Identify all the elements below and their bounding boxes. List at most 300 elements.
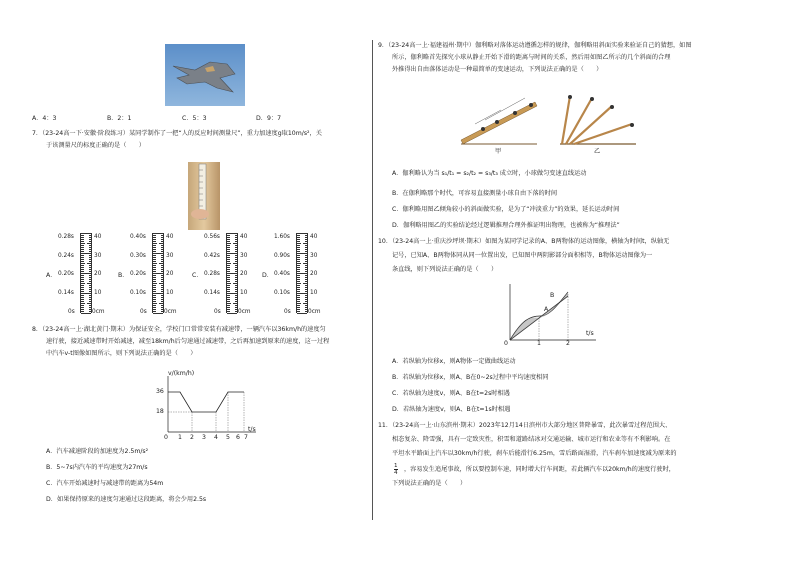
q7-option-b-scale[interactable]: 0.40s 0.30s 0.20s 0.10s 0s 40 30 20 10 0cm xyxy=(130,234,177,315)
ruler-tick xyxy=(81,291,84,292)
ruler-tick xyxy=(161,279,164,280)
ruler-tick xyxy=(153,297,156,298)
ruler-tick xyxy=(302,313,307,314)
q7-option-a-scale[interactable]: 0.28s 0.24s 0.20s 0.14s 0s 40 30 20 10 0cm xyxy=(58,234,105,315)
q7-option-c-scale[interactable]: 0.56s 0.42s 0.28s 0.14s 0s 40 30 20 10 0cm xyxy=(204,234,251,315)
ruler-tick xyxy=(227,245,230,246)
q8-xtick: 0 xyxy=(164,434,168,441)
ruler-tick xyxy=(153,269,156,270)
q6-option-d[interactable]: D．9：7 xyxy=(256,115,282,122)
ruler-tick xyxy=(161,287,164,288)
ruler-tick xyxy=(81,243,85,244)
ruler-tick xyxy=(89,275,92,276)
ruler-tick xyxy=(81,235,84,236)
ruler-tick xyxy=(81,283,85,284)
q8-xtick: 6 xyxy=(236,434,240,441)
ruler-tick xyxy=(227,259,230,260)
q6-option-a[interactable]: A．4：3 xyxy=(32,115,57,122)
ruler-tick xyxy=(235,275,238,276)
q8-vt-graph xyxy=(148,372,260,444)
q8-xtick: 4 xyxy=(214,434,218,441)
ruler-tick xyxy=(227,239,230,240)
ruler-tick xyxy=(161,267,164,268)
q11-stem-line5: 下列说法正确的是（ ） xyxy=(392,480,467,487)
ruler-tick xyxy=(297,311,300,312)
ruler-tick xyxy=(297,275,300,276)
ruler-tick xyxy=(159,283,163,284)
ruler-tick xyxy=(86,313,91,314)
ruler-tick xyxy=(153,295,156,296)
ruler-tick xyxy=(89,277,92,278)
ruler-tick xyxy=(81,301,84,302)
ruler-tick xyxy=(305,309,308,310)
ruler-tick xyxy=(305,305,308,306)
ruler-tick xyxy=(305,291,308,292)
ruler-tick xyxy=(227,241,230,242)
ruler-tick xyxy=(81,259,84,260)
ruler-tick xyxy=(161,269,164,270)
ruler-tick xyxy=(81,285,84,286)
ruler-tick xyxy=(81,281,84,282)
ruler-tick xyxy=(297,255,300,256)
ruler-tick xyxy=(297,267,300,268)
ruler-tick xyxy=(227,283,231,284)
ruler-tick xyxy=(235,291,238,292)
ruler-tick xyxy=(305,251,308,252)
ruler-tick xyxy=(227,297,230,298)
ruler-tick xyxy=(297,295,300,296)
ruler-tick xyxy=(305,259,308,260)
curve-label-a: A xyxy=(544,306,549,313)
ruler-tick xyxy=(235,297,238,298)
ruler-tick xyxy=(297,257,300,258)
ruler-tick xyxy=(227,251,230,252)
ruler-tick xyxy=(305,249,308,250)
fig-label-yi: 乙 xyxy=(594,148,601,155)
q9-stem-line3: 外推得出自由落体运动是一种最简单的变速运动，下列说法正确的是（ ） xyxy=(392,66,603,73)
ruler-tick xyxy=(303,283,307,284)
ruler-tick xyxy=(297,291,300,292)
ruler-tick xyxy=(305,295,308,296)
ruler-tick xyxy=(153,309,156,310)
ruler-tick xyxy=(235,295,238,296)
ruler-tick xyxy=(161,247,164,248)
ruler-tick xyxy=(89,301,92,302)
ruler-tick xyxy=(305,307,308,308)
q8-option-b[interactable]: B．5~7s内汽车的平均速度为27m/s xyxy=(46,464,148,471)
ruler-tick xyxy=(81,307,84,308)
ruler-tick xyxy=(297,287,300,288)
ruler-tick xyxy=(89,279,92,280)
ruler-tick xyxy=(89,305,92,306)
q8-xlabel: t/s xyxy=(248,426,256,433)
ruler-tick xyxy=(161,257,164,258)
ruler-tick xyxy=(89,261,92,262)
ruler-tick xyxy=(153,241,156,242)
ruler-tick xyxy=(305,287,308,288)
ruler-tick xyxy=(81,289,84,290)
ruler-tick xyxy=(161,275,164,276)
curve-label-b: B xyxy=(550,292,555,299)
q9-option-a[interactable]: A．伽利略认为当 s₁/t₁ = s₂/t₂ = s₃/t₃ 成立时，小球做匀变速直线运动 xyxy=(392,170,587,177)
ruler-tick xyxy=(297,289,300,290)
ruler-tick xyxy=(81,311,84,312)
ruler-tick xyxy=(158,233,163,234)
ruler-tick xyxy=(227,285,230,286)
ruler-tick xyxy=(87,263,91,264)
ruler-tick xyxy=(305,275,308,276)
ruler-tick xyxy=(235,311,238,312)
ruler-tick xyxy=(227,299,230,300)
ruler-tick xyxy=(153,283,157,284)
q10-option-b[interactable]: B．若纵轴为位移x，则A、B在0~2s过程中平均速度相同 xyxy=(392,374,549,381)
ruler-tick xyxy=(227,279,230,280)
q11-stem-line1: 11．（23-24高一上·山东滨州·期末）2023年12月14日滨州市大部分地区普降暴雪，此次暴雪过程范围大、 xyxy=(378,422,672,429)
ruler-tick xyxy=(235,247,238,248)
ruler-tick xyxy=(235,241,238,242)
ruler-tick xyxy=(305,297,308,298)
ruler-tick xyxy=(153,261,156,262)
ruler-tick xyxy=(153,291,156,292)
ruler-tick xyxy=(305,261,308,262)
ruler-tick xyxy=(227,295,230,296)
ruler-tick xyxy=(161,245,164,246)
q10-option-a[interactable]: A．若纵轴为位移x，则A物体一定做曲线运动 xyxy=(392,358,516,365)
ruler-tick xyxy=(227,307,230,308)
ruler-tick xyxy=(297,243,301,244)
ruler-tick xyxy=(159,263,163,264)
ruler-tick xyxy=(302,293,307,294)
ruler-tick xyxy=(297,309,300,310)
ruler-tick xyxy=(89,255,92,256)
q9-option-b[interactable]: B．在伽利略那个时代，可容易直接测量小球自由下落的时间 xyxy=(392,190,558,197)
q6-option-c[interactable]: C．5：3 xyxy=(182,115,207,122)
ruler-tick xyxy=(297,245,300,246)
ruler-tick xyxy=(227,247,230,248)
ruler-tick xyxy=(297,247,300,248)
ruler-tick xyxy=(81,277,84,278)
fighter-jet-image xyxy=(165,44,245,106)
ruler-tick xyxy=(235,299,238,300)
ruler-tick xyxy=(297,281,300,282)
incline-figure-yi xyxy=(556,88,640,158)
ruler-tick xyxy=(161,249,164,250)
ruler-tick xyxy=(227,243,231,244)
ruler-tick xyxy=(227,271,230,272)
q7-option-c-label[interactable]: C． xyxy=(192,272,203,279)
ruler-tick xyxy=(81,261,84,262)
ruler-tick xyxy=(297,259,300,260)
ruler-tick xyxy=(89,267,92,268)
ruler-tick xyxy=(297,251,300,252)
ruler-tick xyxy=(227,255,230,256)
ruler-tick xyxy=(81,255,84,256)
ruler-tick xyxy=(161,281,164,282)
ruler-tick xyxy=(305,271,308,272)
ruler-tick xyxy=(81,295,84,296)
ruler-tick xyxy=(81,275,84,276)
ruler-tick xyxy=(297,299,300,300)
ruler-tick xyxy=(89,271,92,272)
ruler-tick xyxy=(161,235,164,236)
ruler-tick xyxy=(89,295,92,296)
ruler-tick xyxy=(161,271,164,272)
ruler-tick xyxy=(81,247,84,248)
ruler-tick xyxy=(161,265,164,266)
ruler-tick xyxy=(89,239,92,240)
ruler-tick xyxy=(153,247,156,248)
q7-option-d-scale[interactable]: 1.60s 0.90s 0.40s 0.10s 0s 40 30 20 10 0cm xyxy=(274,234,321,315)
ruler-tick xyxy=(235,261,238,262)
ruler-tick xyxy=(161,237,164,238)
ruler-tick xyxy=(297,261,300,262)
ruler-tick xyxy=(153,259,156,260)
q10-motion-graph xyxy=(500,282,600,350)
ruler-tick xyxy=(235,257,238,258)
q9-option-c[interactable]: C．伽利略用图乙倾角较小的斜面做实验，是为了“冲淡重力”的效果，延长运动时间 xyxy=(392,206,620,213)
ruler-tick xyxy=(89,311,92,312)
ruler-tick xyxy=(81,251,84,252)
ruler-tick xyxy=(235,281,238,282)
ruler-tick xyxy=(153,255,156,256)
ruler-tick xyxy=(89,281,92,282)
ruler-tick xyxy=(153,281,156,282)
ruler-tick xyxy=(153,239,156,240)
fig-label-jia: 甲 xyxy=(495,148,502,155)
q8-option-c[interactable]: C．汽车开始减速时与减速带的距离为54m xyxy=(46,480,164,487)
ruler-tick xyxy=(235,307,238,308)
ruler-tick xyxy=(305,281,308,282)
ruler-tick xyxy=(161,251,164,252)
ruler-tick xyxy=(302,273,307,274)
ruler-tick xyxy=(305,257,308,258)
ruler-tick xyxy=(297,307,300,308)
ruler-tick xyxy=(305,237,308,238)
q8-xtick: 3 xyxy=(202,434,206,441)
q7-stem-line2: 于该测量尺的标度正确的是（ ） xyxy=(46,142,145,149)
ruler-tick xyxy=(89,259,92,260)
ruler-tick xyxy=(227,263,231,264)
ruler-tick xyxy=(297,241,300,242)
ruler-tick xyxy=(89,285,92,286)
ruler-tick xyxy=(81,305,84,306)
ruler-tick xyxy=(297,285,300,286)
q7-option-b-label[interactable]: B． xyxy=(118,272,129,279)
ruler-tick xyxy=(297,283,301,284)
q10-xtick-0: 0 xyxy=(504,340,508,347)
ruler-tick xyxy=(227,277,230,278)
ruler-tick xyxy=(161,241,164,242)
ruler-tick xyxy=(87,243,91,244)
ruler-tick xyxy=(158,313,163,314)
ruler-tick xyxy=(158,253,163,254)
ruler-tick xyxy=(161,261,164,262)
ruler-tick xyxy=(302,233,307,234)
ruler-tick xyxy=(89,269,92,270)
ruler-tick xyxy=(227,257,230,258)
ruler-tick xyxy=(89,299,92,300)
ruler-tick xyxy=(81,303,85,304)
ruler-tick xyxy=(235,259,238,260)
ruler-tick xyxy=(86,233,91,234)
ruler-tick xyxy=(305,235,308,236)
ruler-tick xyxy=(233,263,237,264)
q8-xtick: 5 xyxy=(226,434,230,441)
ruler-tick xyxy=(297,279,300,280)
ruler-tick xyxy=(227,303,231,304)
q10-xlabel: t/s xyxy=(586,330,594,337)
ruler-tick xyxy=(81,245,84,246)
ruler-tick xyxy=(235,309,238,310)
q10-option-c[interactable]: C．若纵轴为速度v，则A、B在t=2s时相遇 xyxy=(392,390,510,397)
q9-stem-line2: 所示，伽利略首先探究小球从静止开始下滑的距离与时间的关系，然后用如图乙所示的几个斜面的合理 xyxy=(392,54,671,61)
ruler-tick xyxy=(227,275,230,276)
ruler-tick xyxy=(297,263,301,264)
q8-option-a[interactable]: A．汽车减速阶段的加速度为2.5m/s² xyxy=(46,448,149,455)
q8-xtick: 1 xyxy=(178,434,182,441)
ruler-tick xyxy=(227,287,230,288)
ruler-tick xyxy=(232,313,237,314)
ruler-tick xyxy=(86,293,91,294)
ruler-tick xyxy=(233,243,237,244)
ruler-tick xyxy=(297,249,300,250)
ruler-tick xyxy=(153,301,156,302)
ruler-tick xyxy=(235,251,238,252)
ruler-tick xyxy=(89,235,92,236)
ruler-tick xyxy=(297,301,300,302)
ruler-tick xyxy=(297,235,300,236)
q11-stem-line2: 相态复杂、降雪强，具有一定致灾性，积雪和道路结冰对交通运输、城市运行和农业等有不利影响。在 xyxy=(392,436,671,443)
ruler-tick xyxy=(153,249,156,250)
q7-stem-line1: 7．（23-24高一下·安徽·阶段练习）某同学制作了一把“人的反应时间测量尺”，重力加速度g取10m/s²，关 xyxy=(32,130,322,137)
ruler-tick xyxy=(87,283,91,284)
ruler-tick xyxy=(81,297,84,298)
ruler-tick xyxy=(89,289,92,290)
ruler-tick xyxy=(86,273,91,274)
ruler-tick xyxy=(235,269,238,270)
q6-option-b[interactable]: B．2：1 xyxy=(107,115,132,122)
ruler-tick xyxy=(235,237,238,238)
ruler-tick xyxy=(89,249,92,250)
ruler-tick xyxy=(235,267,238,268)
ruler-tick xyxy=(89,307,92,308)
ruler-tick xyxy=(89,265,92,266)
ruler-tick xyxy=(153,289,156,290)
ruler-tick xyxy=(227,269,230,270)
ruler-tick xyxy=(158,273,163,274)
ruler-tick xyxy=(232,293,237,294)
q11-stem-line3: 平坦水平路面上汽车以30km/h行驶，刹车后能滑行6.25m，雪后路面湿滑，汽车刹车加速度减为原来的 xyxy=(392,450,677,457)
ruler-tick xyxy=(227,305,230,306)
q10-stem-line2: 记号，已知A、B两物体同从同一位置出发，已知图中两阴影部分面积相等，B物体运动图像为一 xyxy=(392,252,653,259)
ruler-tick xyxy=(89,251,92,252)
ruler-tick xyxy=(81,239,84,240)
q8-option-d[interactable]: D．如果保持原来的速度匀速通过这段距离，将会少用2.5s xyxy=(46,496,207,503)
ruler-tick xyxy=(161,239,164,240)
ruler-tick xyxy=(89,241,92,242)
ruler-tick xyxy=(227,291,230,292)
q10-stem-line1: 10．（23-24高一上·重庆沙坪坝·期末）如图为某同学记录的A、B两物体的运动图像，横轴为时间t，纵轴无 xyxy=(378,238,670,245)
ruler-tick xyxy=(227,265,230,266)
ruler-tick xyxy=(81,265,84,266)
q8-xtick: 7 xyxy=(244,434,248,441)
ruler-tick xyxy=(305,277,308,278)
q8-xtick: 2 xyxy=(190,434,194,441)
ruler-tick xyxy=(303,243,307,244)
ruler-tick xyxy=(227,311,230,312)
ruler-tick xyxy=(81,309,84,310)
ruler-tick xyxy=(161,301,164,302)
ruler-tick xyxy=(161,259,164,260)
ruler-photo xyxy=(188,162,220,230)
q9-option-d[interactable]: D．伽利略用图乙的实验结论经过逻辑推理合理外推证明出物理，也被称为“推理法” xyxy=(392,222,620,229)
ruler-tick xyxy=(153,235,156,236)
ruler-tick xyxy=(81,249,84,250)
q9-stem-line1: 9．（23-24高一上·福建福州·期中）伽利略对落体运动遵循怎样的规律，伽利略用斜面实验来验证自己的猜想，如图 xyxy=(378,42,692,49)
ruler-tick xyxy=(235,271,238,272)
q7-option-d-label[interactable]: D． xyxy=(262,272,273,279)
ruler-tick xyxy=(161,309,164,310)
ruler-tick xyxy=(227,281,230,282)
column-divider xyxy=(372,40,373,520)
ruler-tick xyxy=(305,241,308,242)
q10-option-d[interactable]: D．若纵轴为速度v，则A、B在t=1s时相遇 xyxy=(392,406,511,413)
q11-fraction: 1 4 xyxy=(394,463,398,477)
ruler-tick xyxy=(233,303,237,304)
ruler-tick xyxy=(227,301,230,302)
ruler-tick xyxy=(153,279,156,280)
ruler-tick xyxy=(227,261,230,262)
ruler-tick xyxy=(81,267,84,268)
ruler-tick xyxy=(235,289,238,290)
ruler-tick xyxy=(303,303,307,304)
ruler-tick xyxy=(153,287,156,288)
ruler-tick xyxy=(161,285,164,286)
ruler-tick xyxy=(297,303,301,304)
ruler-tick xyxy=(305,267,308,268)
q7-option-a-label[interactable]: A． xyxy=(46,272,57,279)
ruler-tick xyxy=(161,289,164,290)
ruler-tick xyxy=(233,283,237,284)
ruler-tick xyxy=(235,279,238,280)
ruler-tick xyxy=(227,235,230,236)
ruler-tick xyxy=(89,245,92,246)
ruler-tick xyxy=(153,285,156,286)
ruler-tick xyxy=(303,263,307,264)
ruler-tick xyxy=(161,311,164,312)
q11-stem-line4: ，容易发生追尾事故，所以要控制车速，同时增大行车间距，若此辆汽车以20km/h的速度行驶时， xyxy=(404,466,675,473)
ruler-tick xyxy=(305,301,308,302)
ruler-tick xyxy=(235,245,238,246)
ruler-tick xyxy=(153,275,156,276)
ruler-tick xyxy=(305,255,308,256)
ruler-tick xyxy=(235,285,238,286)
ruler-tick xyxy=(153,307,156,308)
ruler-tick xyxy=(305,299,308,300)
q8-ylabel: v/(km/h) xyxy=(168,370,195,377)
q8-stem-line3: 中汽车v-t图像如图所示，则下列说法正确的是（ ） xyxy=(46,350,197,357)
q8-ytick-36: 36 xyxy=(156,388,164,395)
ruler-tick xyxy=(235,265,238,266)
ruler-tick xyxy=(81,271,84,272)
ruler-tick xyxy=(81,279,84,280)
ruler-tick xyxy=(235,305,238,306)
ruler-tick xyxy=(81,299,84,300)
ruler-tick xyxy=(297,265,300,266)
ruler-tick xyxy=(305,265,308,266)
ruler-tick xyxy=(86,253,91,254)
ruler-tick xyxy=(161,291,164,292)
